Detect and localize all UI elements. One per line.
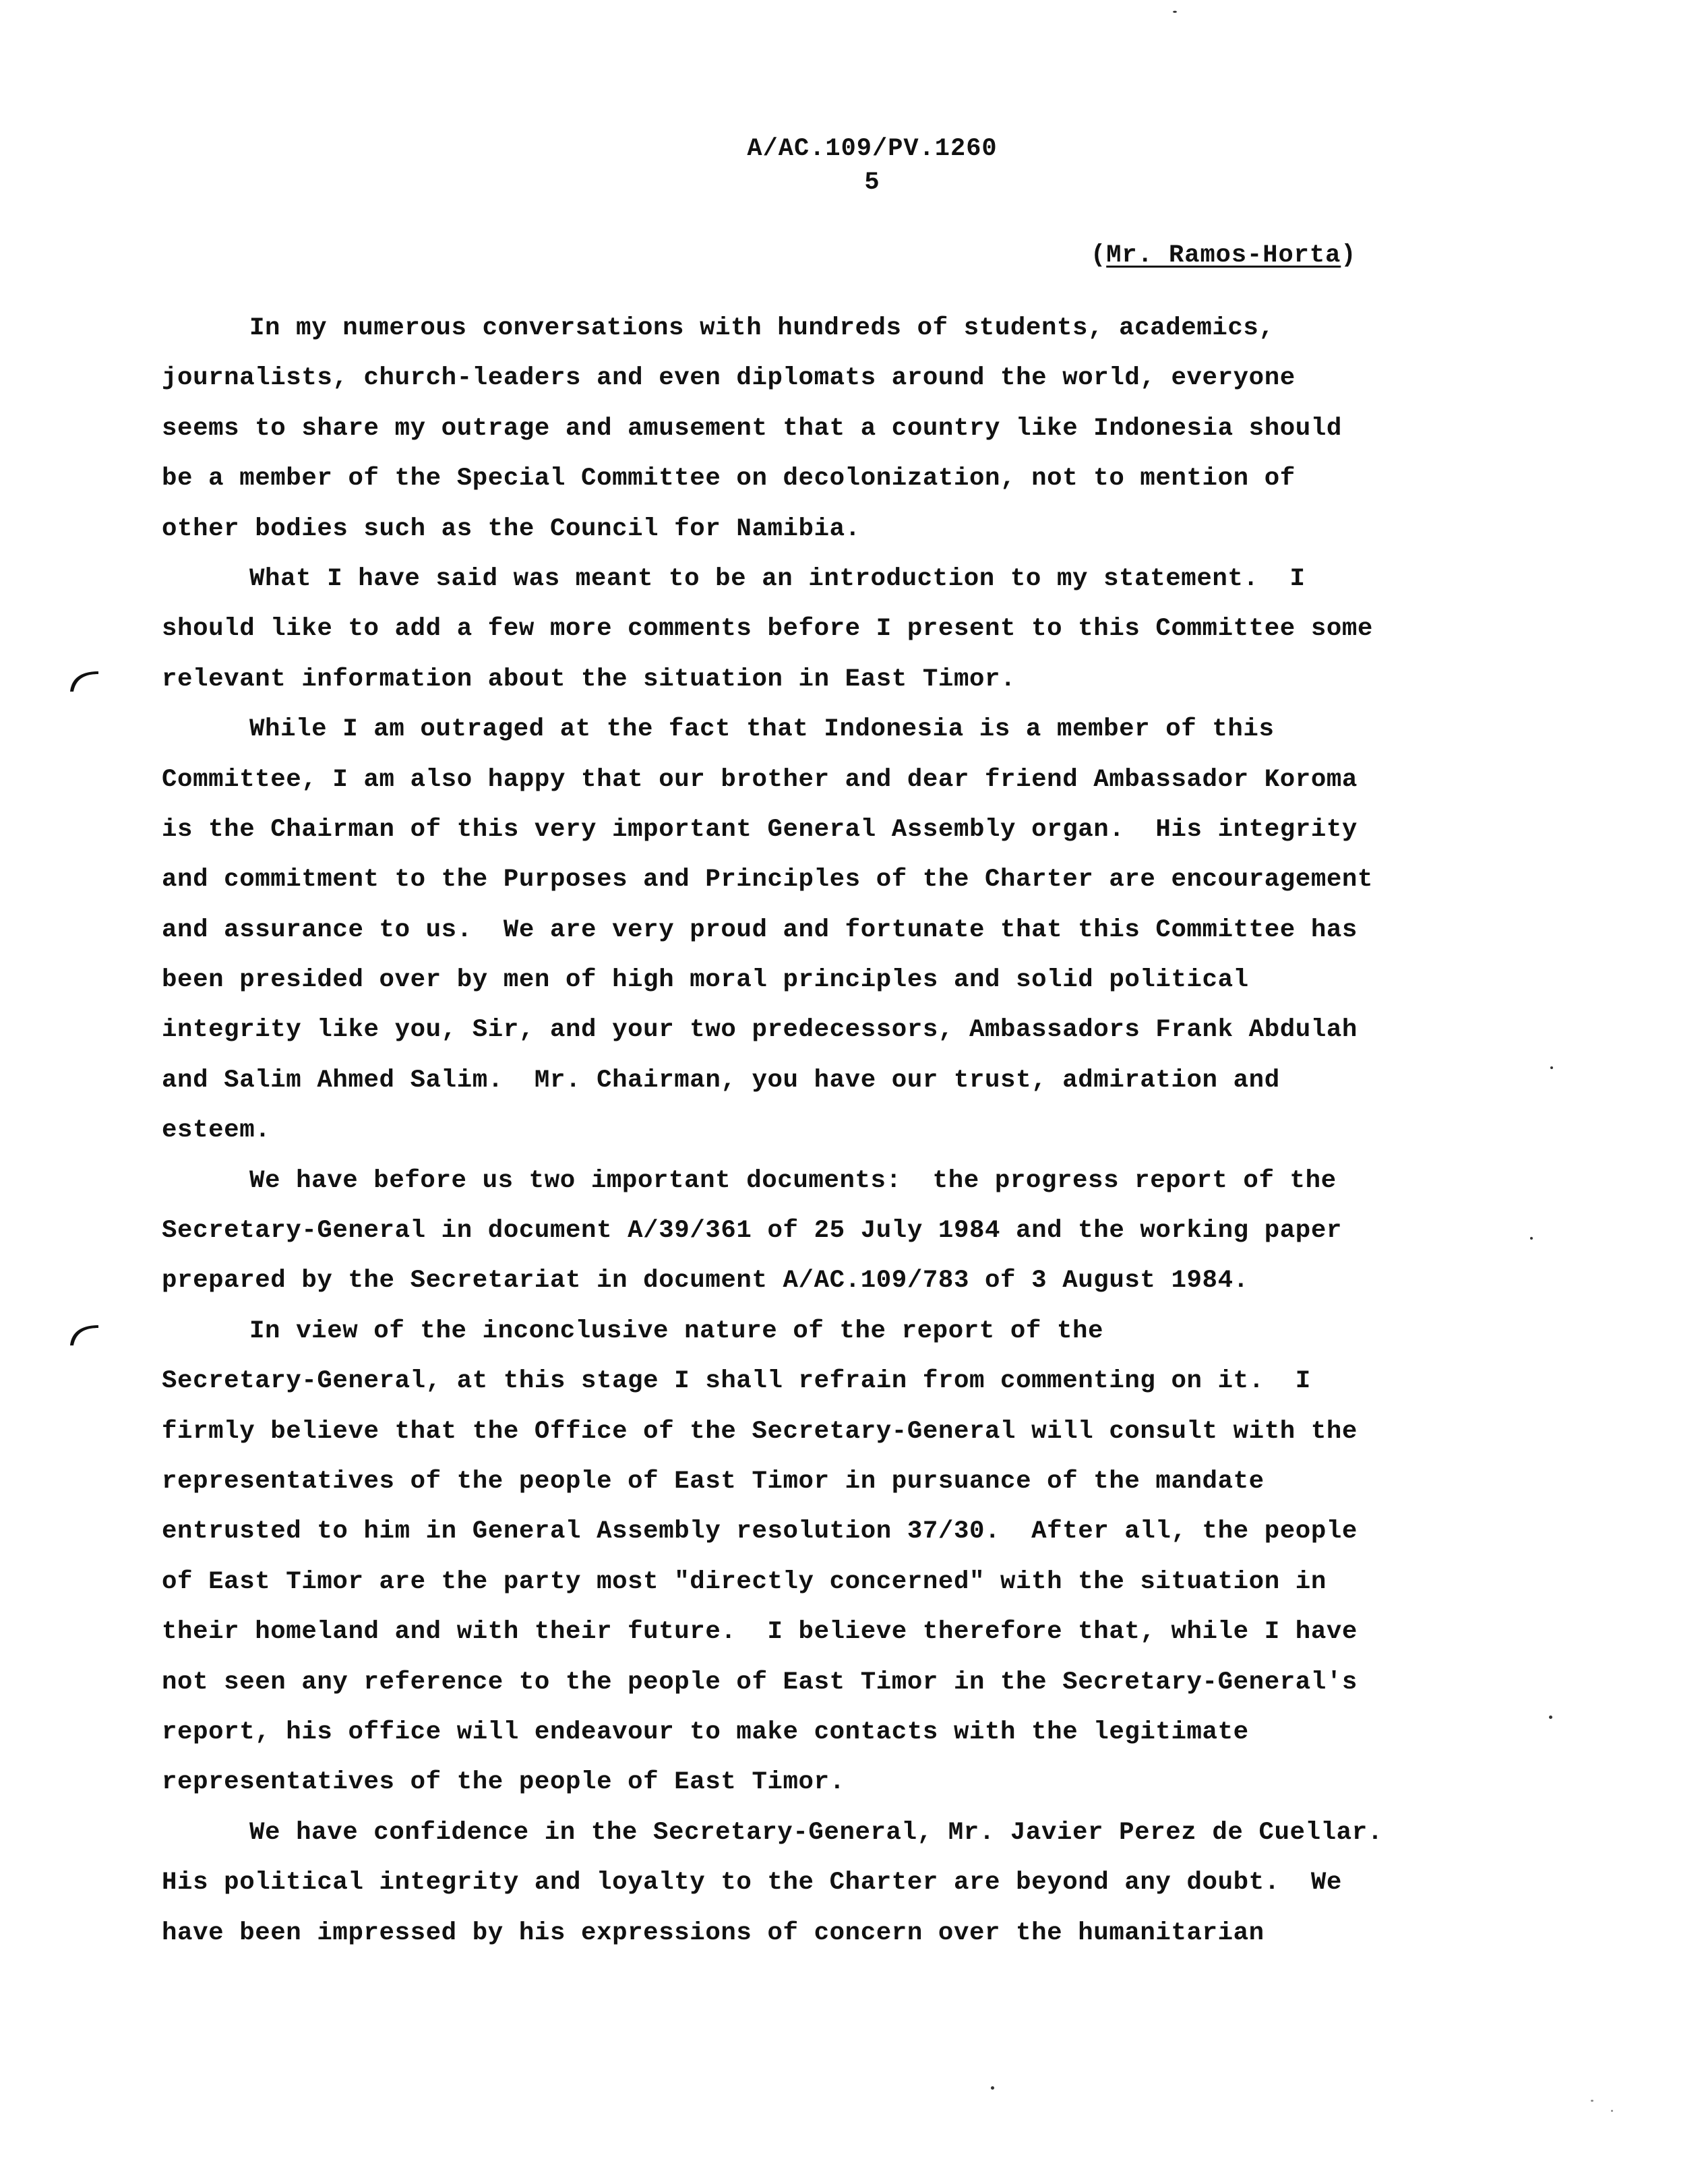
text-line: entrusted to him in General Assembly resolution 37/30. After all, the people: [162, 1517, 1358, 1546]
text-line: and Salim Ahmed Salim. Mr. Chairman, you have our trust, admiration and: [162, 1066, 1280, 1095]
text-line: representatives of the people of East Timor.: [162, 1768, 845, 1797]
scan-speck: [1173, 11, 1177, 13]
text-line: and commitment to the Purposes and Principles of the Charter are encouragement: [162, 866, 1373, 894]
text-line: not seen any reference to the people of East Timor in the Secretary-General's: [162, 1668, 1358, 1697]
document-symbol: A/AC.109/PV.1260: [747, 135, 998, 163]
statement-body: [162, 303, 1510, 1958]
scan-speck: [1549, 1716, 1552, 1719]
speaker-name: Mr. Ramos-Horta: [1106, 241, 1341, 270]
text-line: In my numerous conversations with hundreds of students, academics,: [249, 314, 1275, 342]
text-line: We have before us two important documents: the progress report of the: [249, 1166, 1337, 1195]
scan-speck: [1611, 2110, 1613, 2112]
text-line: While I am outraged at the fact that Indonesia is a member of this: [249, 715, 1275, 744]
text-line: esteem.: [162, 1116, 271, 1145]
text-line: integrity like you, Sir, and your two predecessors, Ambassadors Frank Abdulah: [162, 1016, 1358, 1045]
text-line: In view of the inconclusive nature of the report of the: [249, 1316, 1104, 1345]
speaker-open-paren: (: [1091, 241, 1107, 270]
text-line: Committee, I am also happy that our brother and dear friend Ambassador Koroma: [162, 765, 1358, 794]
text-line: What I have said was meant to be an introduction to my statement. I: [249, 564, 1306, 593]
text-line: relevant information about the situation in East Timor.: [162, 665, 1016, 694]
text-line: is the Chairman of this very important General Assembly organ. His integrity: [162, 815, 1358, 844]
margin-mark-icon: [67, 667, 101, 694]
text-line: journalists, church-leaders and even diplomats around the world, everyone: [162, 364, 1296, 393]
text-line: of East Timor are the party most "directly concerned" with the situation in: [162, 1567, 1327, 1596]
text-line: Secretary-General in document A/39/361 of 25 July 1984 and the working paper: [162, 1217, 1342, 1246]
text-line: His political integrity and loyalty to the Charter are beyond any doubt. We: [162, 1869, 1342, 1898]
text-line: should like to add a few more comments before I present to this Committee some: [162, 615, 1373, 644]
speaker-attribution: [1091, 241, 1357, 270]
text-line: been presided over by men of high moral principles and solid political: [162, 966, 1249, 995]
text-line: their homeland and with their future. I believe therefore that, while I have: [162, 1618, 1358, 1647]
scan-speck: [991, 2086, 994, 2090]
text-line: Secretary-General, at this stage I shall refrain from commenting on it. I: [162, 1367, 1311, 1396]
text-line: prepared by the Secretariat in document A/AC.109/783 of 3 August 1984.: [162, 1267, 1249, 1296]
text-line: We have confidence in the Secretary-General, Mr. Javier Perez de Cuellar.: [249, 1818, 1383, 1847]
text-line: be a member of the Special Committee on decolonization, not to mention of: [162, 464, 1296, 493]
text-line: representatives of the people of East Timor in pursuance of the mandate: [162, 1467, 1265, 1496]
text-line: other bodies such as the Council for Namibia.: [162, 514, 861, 543]
text-line: and assurance to us. We are very proud and fortunate that this Committee has: [162, 915, 1358, 944]
scan-speck: [1591, 2100, 1593, 2102]
text-line: report, his office will endeavour to make contacts with the legitimate: [162, 1718, 1249, 1747]
text-line: firmly believe that the Office of the Secretary-General will consult with the: [162, 1417, 1358, 1446]
scan-speck: [1550, 1066, 1553, 1069]
margin-mark-icon: [67, 1321, 101, 1348]
scan-speck: [1530, 1237, 1533, 1240]
text-line: seems to share my outrage and amusement that a country like Indonesia should: [162, 414, 1342, 443]
page-number: 5: [864, 169, 880, 197]
speaker-close-paren: ): [1341, 241, 1357, 270]
text-line: have been impressed by his expressions of concern over the humanitarian: [162, 1918, 1265, 1947]
